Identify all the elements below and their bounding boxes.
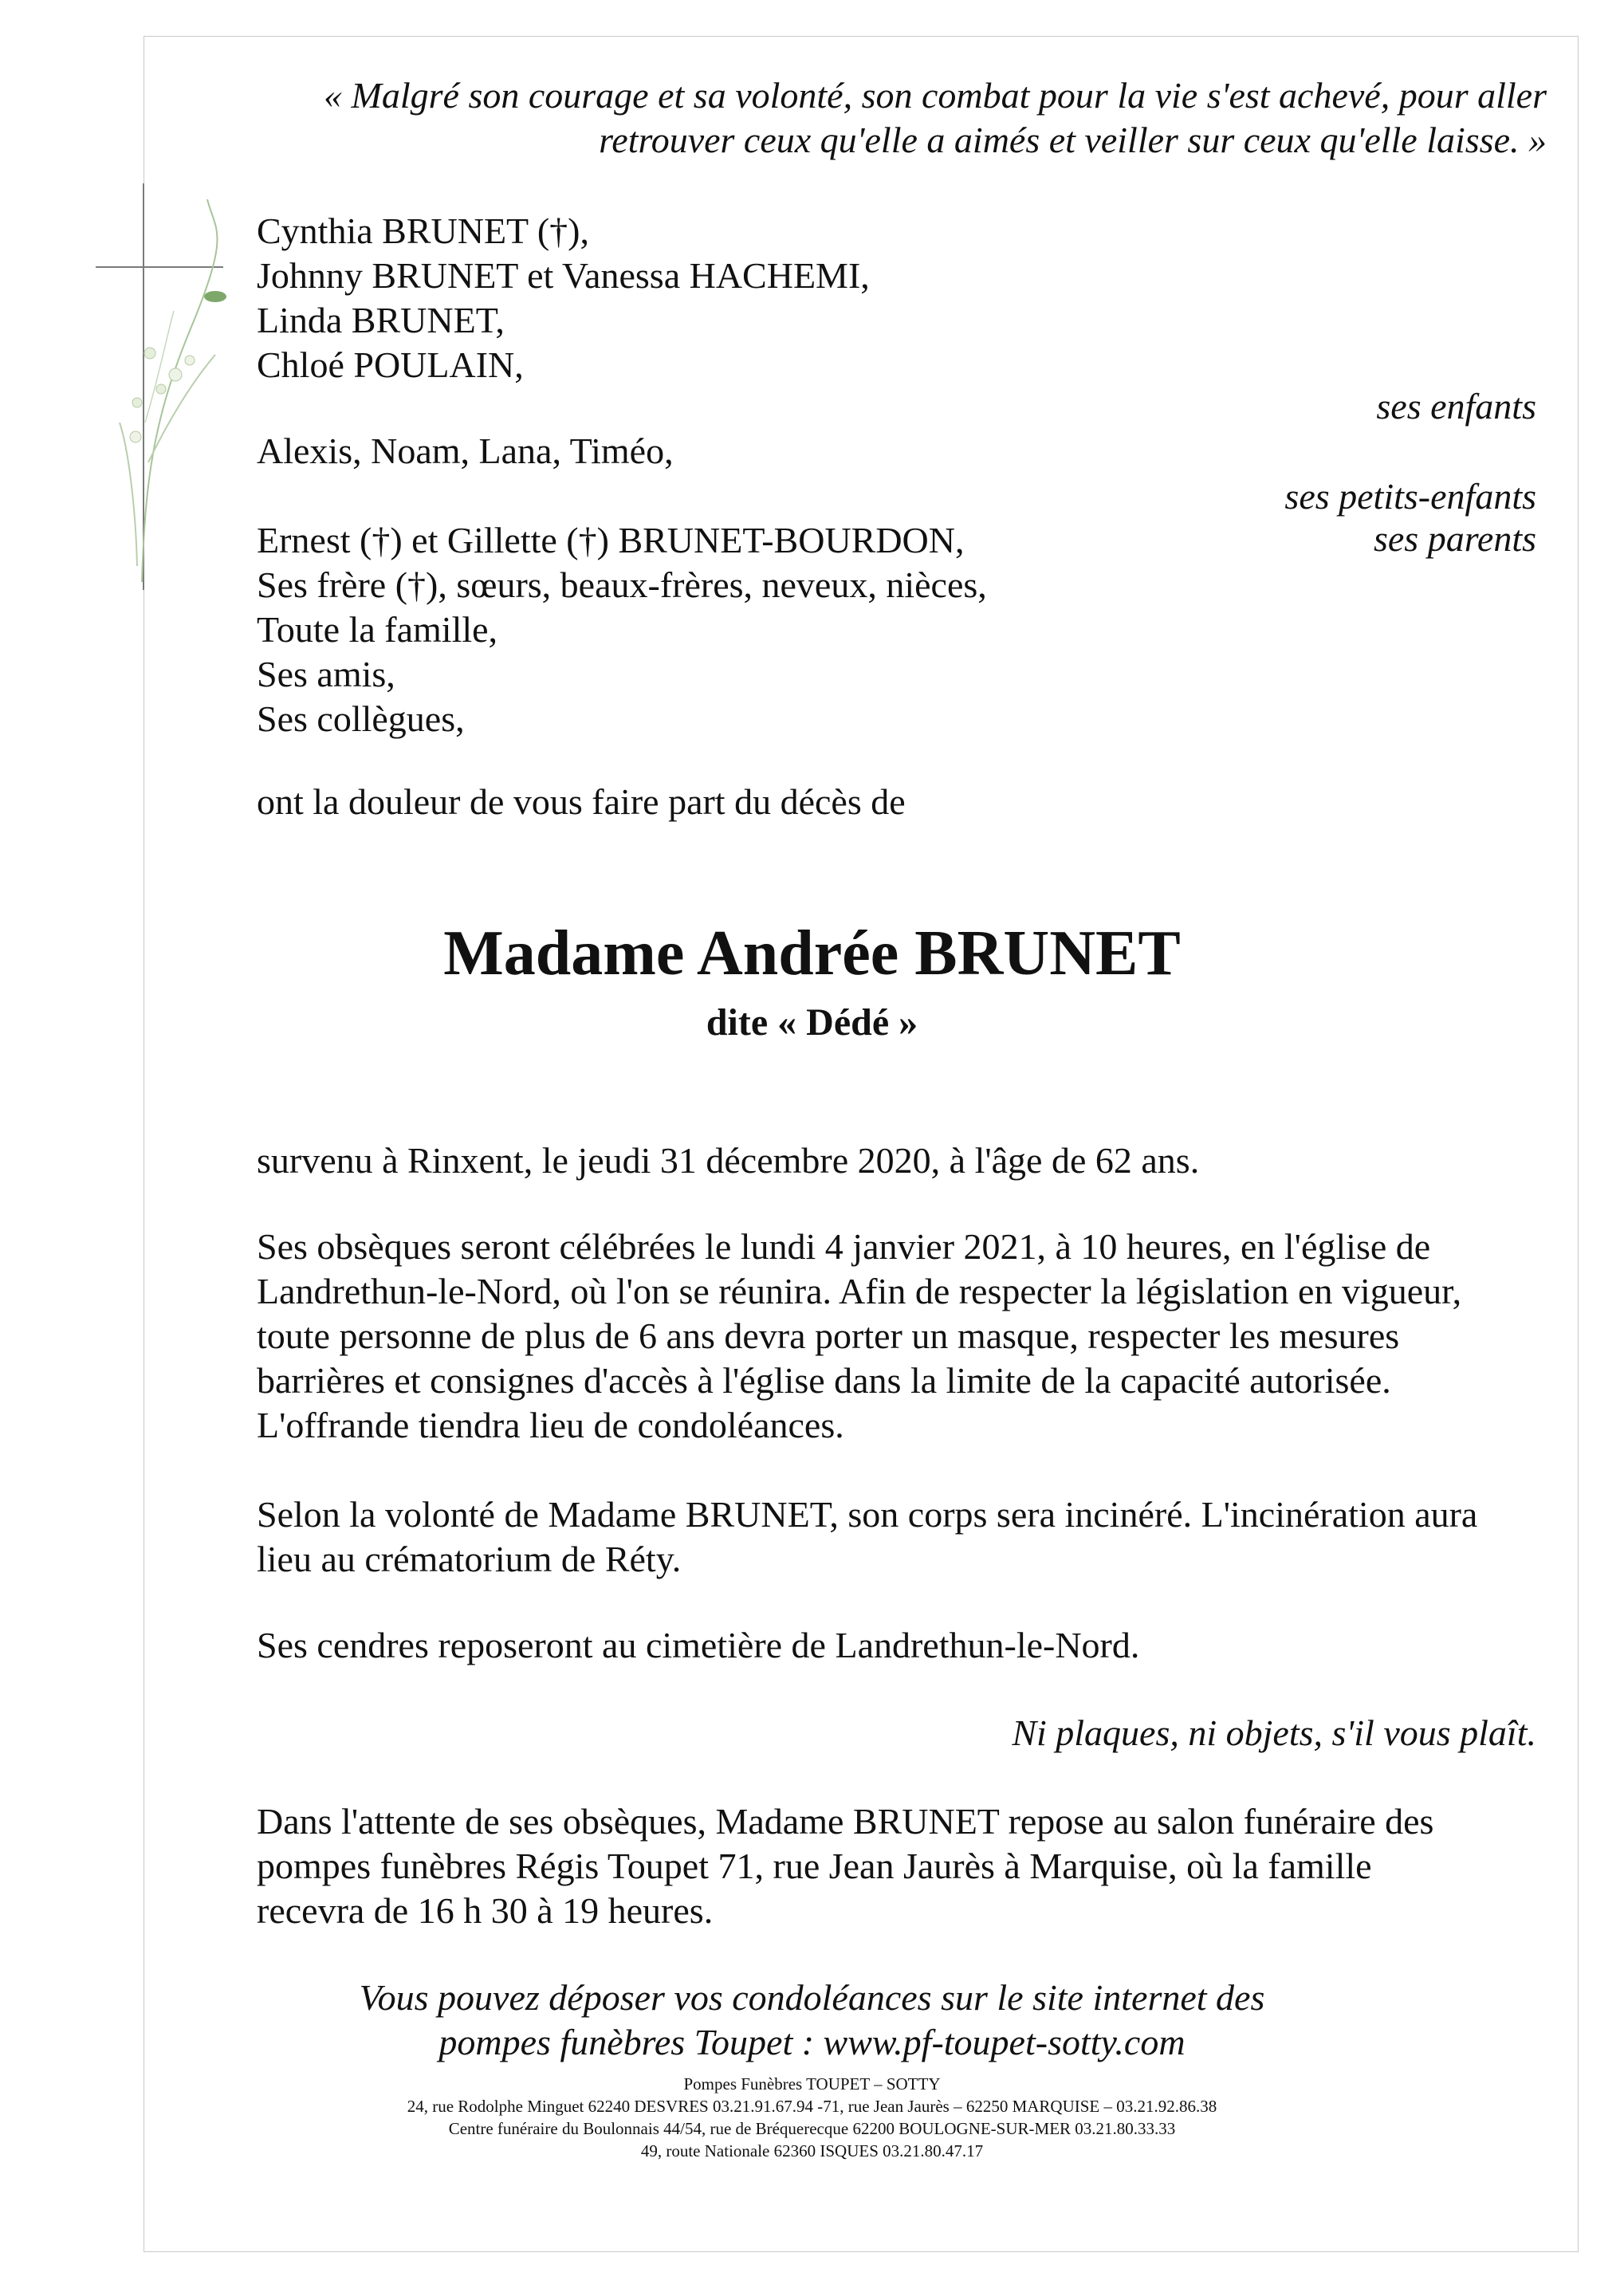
- family-line: Ses frère (†), sœurs, beaux-frères, neveux, nièces,: [257, 564, 987, 605]
- no-plaques-text: Ni plaques, ni objets, s'il vous plaît.: [1012, 1712, 1536, 1753]
- child-name: Chloé POULAIN,: [257, 344, 524, 385]
- announcement-text: ont la douleur de vous faire part du décès de: [257, 781, 906, 822]
- funeral-paragraph: [257, 1225, 1548, 1448]
- footer-line: Pompes Funèbres TOUPET – SOTTY: [683, 2074, 941, 2094]
- death-details: survenu à Rinxent, le jeudi 31 décembre 2020, à l'âge de 62 ans.: [257, 1140, 1200, 1181]
- paragraph-line: toute personne de plus de 6 ans devra porter un masque, respecter les mesures: [257, 1315, 1400, 1356]
- child-name: Linda BRUNET,: [257, 300, 505, 340]
- grandchildren-names: Alexis, Noam, Lana, Timéo,: [257, 431, 674, 471]
- paragraph-line: lieu au crématorium de Réty.: [257, 1539, 682, 1579]
- ashes-text: Ses cendres reposeront au cimetière de Landrethun-le-Nord.: [257, 1625, 1140, 1665]
- child-name: Johnny BRUNET et Vanessa HACHEMI,: [257, 255, 870, 296]
- paragraph-line: Ses obsèques seront célébrées le lundi 4 janvier 2021, à 10 heures, en l'église de: [257, 1226, 1431, 1267]
- paragraph-line: pompes funèbres Régis Toupet 71, rue Jean Jaurès à Marquise, où la famille: [257, 1846, 1372, 1886]
- child-name: Cynthia BRUNET (†),: [257, 210, 589, 251]
- deceased-nickname: dite « Dédé »: [706, 1001, 918, 1044]
- parents-names: Ernest (†) et Gillette (†) BRUNET-BOURDON,: [257, 520, 965, 560]
- epigraph-quote: [239, 73, 1547, 163]
- family-line: Toute la famille,: [257, 609, 498, 650]
- relation-label-grandchildren: ses petits-enfants: [1284, 476, 1536, 517]
- paragraph-line: recevra de 16 h 30 à 19 heures.: [257, 1890, 714, 1931]
- cross-lily-icon: [96, 183, 255, 598]
- paragraph-line: Dans l'attente de ses obsèques, Madame BRUNET repose au salon funéraire des: [257, 1801, 1434, 1842]
- relation-label-parents: ses parents: [1373, 518, 1536, 559]
- quote-line: retrouver ceux qu'elle a aimés et veiller sur ceux qu'elle laisse. »: [599, 120, 1547, 160]
- paragraph-line: L'offrande tiendra lieu de condoléances.: [257, 1405, 844, 1445]
- quote-line: « Malgré son courage et sa volonté, son combat pour la vie s'est achevé, pour aller: [324, 75, 1547, 116]
- paragraph-line: barrières et consignes d'accès à l'église dans la limite de la capacité autorisée.: [257, 1360, 1391, 1401]
- rest-paragraph: [257, 1799, 1548, 1933]
- condolences-line: Vous pouvez déposer vos condoléances sur le site internet des: [359, 1977, 1265, 2018]
- family-line: Ses amis,: [257, 654, 395, 694]
- cremation-paragraph: [257, 1492, 1548, 1582]
- paragraph-line: Landrethun-le-Nord, où l'on se réunira. Afin de respecter la législation en vigueur,: [257, 1271, 1462, 1311]
- relation-label-children: ses enfants: [1376, 386, 1536, 427]
- footer-line: Centre funéraire du Boulonnais 44/54, rue de Bréquerecque 62200 BOULOGNE-SUR-MER 03.21.80.33.33: [448, 2119, 1176, 2138]
- deceased-name: Madame Andrée BRUNET: [443, 918, 1181, 989]
- family-line: Ses collègues,: [257, 698, 465, 739]
- paragraph-line: Selon la volonté de Madame BRUNET, son corps sera incinéré. L'incinération aura: [257, 1494, 1478, 1535]
- footer-line: 24, rue Rodolphe Minguet 62240 DESVRES 03.21.91.67.94 -71, rue Jean Jaurès – 62250 MARQUISE – 03.21.92.86.38: [407, 2097, 1217, 2116]
- footer-line: 49, route Nationale 62360 ISQUES 03.21.80.47.17: [640, 2141, 984, 2160]
- condolences-note: [0, 1976, 1624, 2065]
- condolences-line: pompes funèbres Toupet : www.pf-toupet-sotty.com: [438, 2022, 1186, 2062]
- funeral-home-footer: [0, 2073, 1624, 2162]
